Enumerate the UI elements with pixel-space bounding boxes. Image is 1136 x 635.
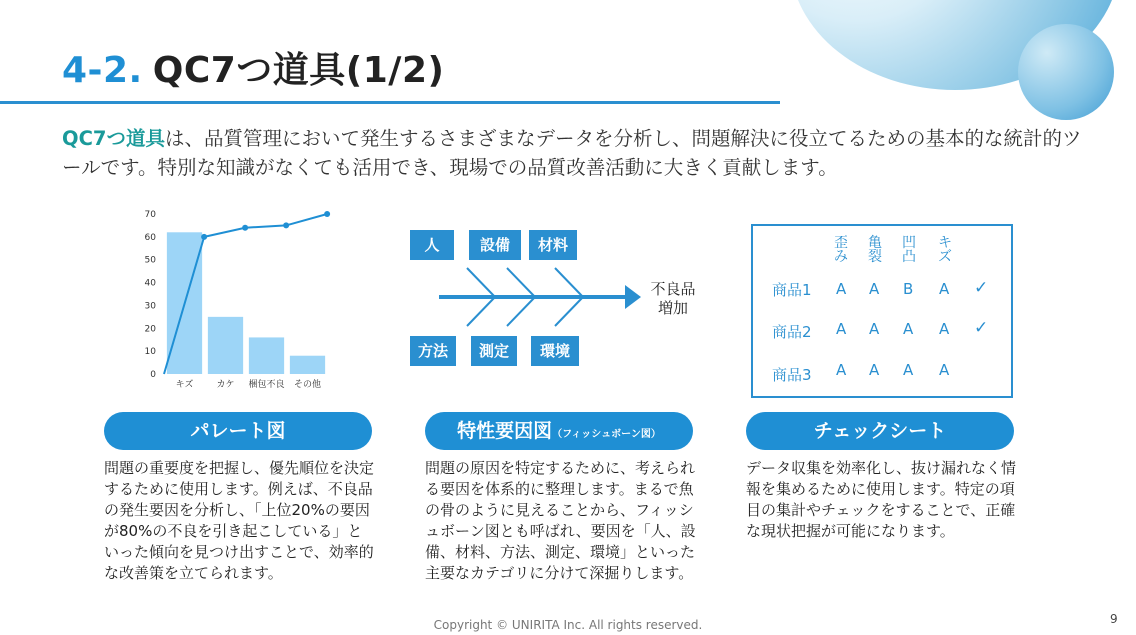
- cause-box-environment: 環境: [531, 336, 579, 366]
- cause-effect-diagram-label: 特性要因図（フィッシュボーン図）: [425, 412, 693, 450]
- y-tick-label: 40: [144, 278, 156, 289]
- x-tick-label: カケ: [216, 380, 235, 390]
- cumulative-point: [324, 211, 330, 217]
- check-sheet-cell: A: [836, 320, 847, 338]
- page-number: 9: [1110, 612, 1118, 626]
- pareto-bar: [208, 317, 243, 374]
- x-tick-label: キズ: [175, 380, 194, 390]
- effect-line-1: 不良品: [650, 280, 696, 298]
- cause-box-equipment: 設備: [469, 230, 521, 260]
- check-sheet-header-dent: 凹 凸: [902, 235, 916, 265]
- y-tick-label: 20: [144, 324, 156, 335]
- fishbone-diagram: [405, 222, 705, 372]
- check-mark-icon: ✓: [974, 318, 989, 338]
- fishbone-effect: [643, 280, 703, 318]
- cumulative-point: [242, 225, 248, 231]
- check-sheet-row-label: 商品1: [772, 281, 812, 299]
- cause-box-person: 人: [410, 230, 454, 260]
- check-sheet-header-scratch: キ ズ: [938, 235, 952, 265]
- cause-effect-description: 問題の原因を特定するために、考えられる要因を体系的に整理します。まるで魚の骨のように見えることから、フィッシュボーン図とも呼ばれ、要因を「人、設備、材料、方法、測定、環境」といった主要なカテゴリに分けて深掘りします。: [425, 459, 696, 582]
- check-sheet-cell: A: [939, 320, 950, 338]
- cause-box-method: 方法: [410, 336, 456, 366]
- check-sheet-cell: A: [869, 280, 880, 298]
- check-sheet-cell: A: [903, 361, 914, 379]
- check-sheet-cell: A: [869, 320, 880, 338]
- check-sheet-label: チェックシート: [746, 412, 1014, 450]
- check-sheet-header-distortion: 歪 み: [834, 235, 848, 265]
- pareto-chart: [140, 200, 340, 395]
- y-tick-label: 50: [144, 255, 156, 266]
- title-underline: [0, 101, 780, 104]
- check-sheet-description: データ収集を効率化し、抜け漏れなく情報を集めるために使用します。特定の項目の集計やチェックをすることで、正確な現状把握が可能になります。: [746, 459, 1017, 540]
- effect-line-2: 増加: [657, 299, 688, 317]
- check-sheet-cell: A: [836, 361, 847, 379]
- cumulative-point: [201, 234, 207, 240]
- check-sheet-cell: B: [903, 280, 914, 298]
- check-sheet-row-label: 商品2: [772, 323, 812, 341]
- check-sheet-cell: A: [869, 361, 880, 379]
- y-tick-label: 0: [150, 370, 156, 380]
- pareto-chart-label: パレート図: [104, 412, 372, 450]
- x-tick-label: その他: [293, 380, 322, 390]
- cause-box-measurement: 測定: [471, 336, 517, 366]
- y-tick-label: 70: [144, 210, 156, 220]
- cumulative-point: [283, 222, 289, 228]
- pareto-bar: [249, 337, 284, 374]
- pareto-bar: [290, 356, 325, 374]
- check-sheet-cell: A: [903, 320, 914, 338]
- pareto-chart-description: 問題の重要度を把握し、優先順位を決定するために使用します。例えば、不良品の発生要因を分析し、「上位20%の要因が80%の不良を引き起こしている」といった傾向を見つけ出すことで、効率的な改善策を立てられます。: [104, 459, 375, 582]
- title-text: QC7つ道具(1/2): [152, 50, 445, 91]
- y-tick-label: 60: [144, 232, 156, 243]
- cause-box-material: 材料: [529, 230, 577, 260]
- intro-paragraph: [62, 124, 1082, 182]
- check-mark-icon: ✓: [974, 278, 989, 298]
- intro-text: は、品質管理において発生するさまざまなデータを分析し、問題解決に役立てるための基本的な統計的ツールです。特別な知識がなくても活用でき、現場での品質改善活動に大きく貢献します。: [62, 127, 1082, 179]
- page-title: [62, 42, 444, 93]
- check-sheet-header-crack: 亀 裂: [868, 235, 882, 265]
- y-tick-label: 30: [144, 301, 156, 312]
- y-tick-label: 10: [144, 347, 156, 358]
- x-tick-label: 梱包不良: [248, 380, 285, 390]
- check-sheet-cell: A: [836, 280, 847, 298]
- check-sheet-cell: A: [939, 361, 950, 379]
- decorative-circle-small: [1018, 24, 1114, 120]
- section-number: 4-2.: [62, 50, 143, 91]
- intro-highlight: QC7つ道具: [62, 127, 165, 150]
- copyright-footer: Copyright © UNIRITA Inc. All rights reserved.: [433, 618, 703, 632]
- check-sheet-row-label: 商品3: [772, 366, 812, 384]
- check-sheet-cell: A: [939, 280, 950, 298]
